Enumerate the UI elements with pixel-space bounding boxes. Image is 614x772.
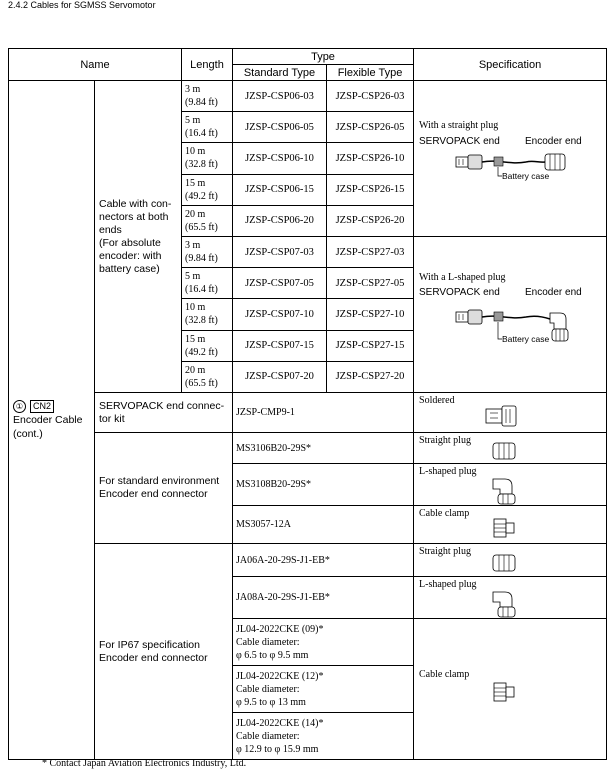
ip67-label: For IP67 specification Encoder end connector [95,544,233,760]
header-type: Type [233,49,414,65]
header-flexible-type: Flexible Type [327,65,414,81]
encoder-cable-label: Encoder Cable [13,414,83,426]
standard-type-cell: JZSP-CSP06-05 [233,112,327,143]
section-heading: 2.4.2 Cables for SGMSS Servomotor [8,0,156,10]
svg-text:With a straight plug: With a straight plug [419,120,499,131]
spec-l-shaped-plug-cell [414,237,607,393]
straight-plug-icon [490,552,520,574]
ip67-connector-type-cell: JA06A-20-29S-J1-EB* [233,544,414,577]
standard-type-cell: JZSP-CSP06-15 [233,174,327,205]
length-cell: 10 m (32.8 ft) [182,299,233,330]
length-cell: 5 m (16.4 ft) [182,268,233,299]
standard-type-cell: JZSP-CSP06-20 [233,205,327,236]
cn2-badge: CN2 [30,400,54,413]
flexible-type-cell: JZSP-CSP27-05 [327,268,414,299]
l-shaped-plug-icon [490,589,520,619]
item-marker: ① [13,400,26,413]
encoder-cable-cont: (cont.) [13,428,43,440]
battery-case-icon [494,312,503,321]
svg-text:Encoder end: Encoder end [525,136,582,147]
header-standard-type: Standard Type [233,65,327,81]
spec-label: Cable clamp [419,508,470,519]
header-length: Length [182,49,233,81]
footnote: * Contact Japan Aviation Electronics Industry, Ltd. [42,758,247,769]
std-connector-type-cell: MS3106B20-29S* [233,433,414,464]
clamp-type-cell: JL04-2022CKE (12)* Cable diameter: φ 9.5 to φ 13 mm [233,666,414,713]
encoder-straight-plug-icon [545,154,565,170]
length-cell: 20 m (65.5 ft) [182,205,233,236]
spec-straight-plug-cell [414,81,607,237]
cable-both-ends-label: Cable with con- nectors at both ends (For absolute encoder: with battery case) [95,81,182,393]
standard-type-cell: JZSP-CSP07-05 [233,268,327,299]
svg-text:Encoder end: Encoder end [525,287,582,298]
flexible-type-cell: JZSP-CSP26-10 [327,143,414,174]
std-connector-type-cell: MS3057-12A [233,506,414,544]
flexible-type-cell: JZSP-CSP27-20 [327,361,414,392]
svg-text:Battery case: Battery case [502,171,550,181]
flexible-type-cell: JZSP-CSP27-03 [327,237,414,268]
clamp-type-cell: JL04-2022CKE (14)* Cable diameter: φ 12.9 to φ 15.9 mm [233,713,414,760]
svg-text:With a L-shaped plug: With a L-shaped plug [419,272,506,283]
length-cell: 10 m (32.8 ft) [182,143,233,174]
length-cell: 3 m (9.84 ft) [182,237,233,268]
ip67-cable-clamp-cell [414,619,607,760]
standard-type-cell: JZSP-CSP07-15 [233,330,327,361]
soldered-connector-icon [482,403,522,429]
straight-plug-icon [490,440,520,462]
kit-spec-label: Soldered [419,395,455,406]
spec-label: L-shaped plug [419,579,477,590]
standard-env-label: For standard environment Encoder end connector [95,433,233,544]
servopack-connector-icon [456,155,482,169]
length-cell: 20 m (65.5 ft) [182,361,233,392]
ip67-l-shaped-plug-cell [414,577,607,619]
length-cell: 15 m (49.2 ft) [182,330,233,361]
standard-type-cell: JZSP-CSP06-03 [233,81,327,112]
flexible-type-cell: JZSP-CSP26-20 [327,205,414,236]
std-straight-plug-cell [414,433,607,464]
spec-label: Cable clamp [419,669,470,680]
std-cable-clamp-cell [414,506,607,544]
kit-type-cell: JZSP-CMP9-1 [233,393,414,433]
svg-text:SERVOPACK end: SERVOPACK end [419,287,500,298]
std-l-shaped-plug-cell [414,464,607,506]
l-shaped-cable-diagram [414,237,607,392]
std-connector-type-cell: MS3108B20-29S* [233,464,414,506]
ip67-connector-type-cell: JA08A-20-29S-J1-EB* [233,577,414,619]
kit-spec-cell [414,393,607,433]
standard-type-cell: JZSP-CSP07-20 [233,361,327,392]
battery-case-icon [494,157,503,166]
cable-table [8,48,607,760]
flexible-type-cell: JZSP-CSP26-05 [327,112,414,143]
flexible-type-cell: JZSP-CSP27-15 [327,330,414,361]
flexible-type-cell: JZSP-CSP26-03 [327,81,414,112]
encoder-l-shaped-plug-icon [550,313,568,341]
svg-text:Battery case: Battery case [502,334,550,344]
ip67-straight-plug-cell [414,544,607,577]
flexible-type-cell: JZSP-CSP26-15 [327,174,414,205]
spec-label: Straight plug [419,546,471,557]
length-cell: 15 m (49.2 ft) [182,174,233,205]
servopack-kit-label: SERVOPACK end connec- tor kit [95,393,233,433]
length-cell: 3 m (9.84 ft) [182,81,233,112]
header-specification: Specification [414,49,607,81]
flexible-type-cell: JZSP-CSP27-10 [327,299,414,330]
servopack-connector-icon [456,310,482,324]
spec-label: Straight plug [419,435,471,446]
header-name: Name [9,49,182,81]
standard-type-cell: JZSP-CSP07-03 [233,237,327,268]
clamp-type-cell: JL04-2022CKE (09)* Cable diameter: φ 6.5 to φ 9.5 mm [233,619,414,666]
standard-type-cell: JZSP-CSP06-10 [233,143,327,174]
encoder-cable-cell [9,81,95,760]
svg-text:SERVOPACK end: SERVOPACK end [419,136,500,147]
l-shaped-plug-icon [490,476,520,506]
cable-clamp-icon [490,679,520,705]
length-cell: 5 m (16.4 ft) [182,112,233,143]
straight-cable-diagram [414,81,607,236]
spec-label: L-shaped plug [419,466,477,477]
cable-clamp-icon [490,515,520,541]
standard-type-cell: JZSP-CSP07-10 [233,299,327,330]
